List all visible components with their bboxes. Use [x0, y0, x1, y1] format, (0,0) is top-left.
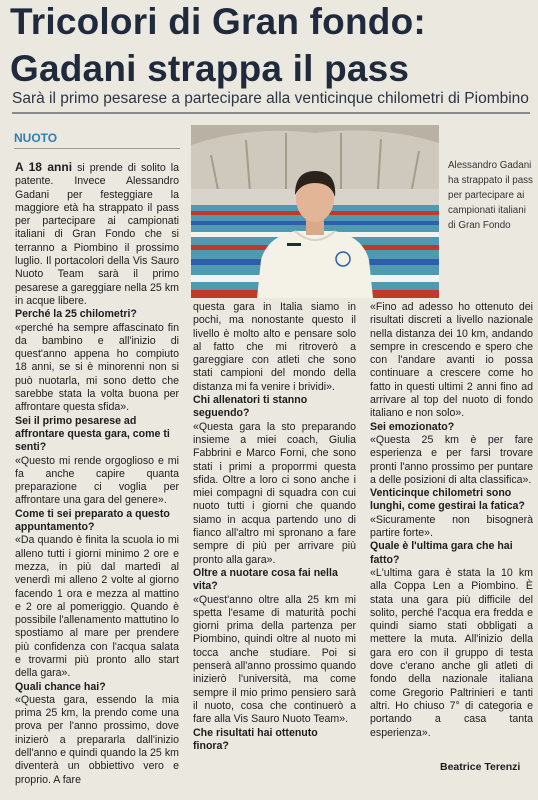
- question: Quale è l'ultima gara che hai fatto?: [370, 540, 513, 566]
- question: Chi allenatori ti stanno seguendo?: [193, 394, 308, 420]
- question: Venticinque chilometri sono lunghi, come gestirai la fatica?: [370, 487, 525, 513]
- question: Perché la 25 chilometri?: [15, 308, 137, 321]
- question: Sei il primo pesarese ad affrontare questa gara, come ti senti?: [15, 414, 170, 454]
- pool-scene-image: [191, 125, 439, 298]
- answer: «Sicuramente non bisognerà partire forte».: [370, 513, 533, 540]
- lead-paragraph: [15, 161, 179, 308]
- lead-words: A 18 anni: [15, 160, 73, 174]
- answer: questa gara in Italia siamo in pochi, ma nonostante questo il livello è molto alto e pensare solo al fatto che mi ritroverò a gareggiare con atleti che sono stati campioni del mondo della distanza mi fa venire i brividi».: [193, 301, 356, 393]
- question: Oltre a nuotare cosa fai nella vita?: [193, 566, 338, 593]
- answer: «L'ultima gara è stata la 10 km alla Coppa Len a Piombino. È stata una gara più difficile del solito, perché l'acqua era fredda e quindi siamo stati obbligati a mettere la muta. All'inizio della gara ero con il gruppo di testa dove c'erano anche gli atleti di fondo della nazionale italiana come Gregorio Paltrinieri e tanti altri. Ho chiuso 7° di categoria e portando a casa tanta esperienza».: [370, 566, 533, 739]
- question: Sei emozionato?: [370, 420, 455, 433]
- photo-caption: Alessandro Gadani ha strappato il pass per partecipare ai campionati italiani di Gran Fondo: [448, 160, 533, 231]
- answer: «perché ha sempre affascinato fin da bambino e all'inizio di quest'anno appena ho compiuto 18 anni, se si è minorenni non si può nuotarla, mi sono detto che sarebbe stata la volta buona per affrontare questa sfida».: [15, 321, 179, 414]
- section-label: NUOTO: [14, 131, 58, 145]
- question: Quali chance hai?: [15, 680, 106, 693]
- answer: «Fino ad adesso ho ottenuto dei risultati discreti a livello nazionale nella distanza dei 10 km, andando sempre in crescendo e spero che con l'andare avanti io possa continuare a crescere come ho fatto in questi ultimi 2 anni fino ad arrivare al top del nuoto di fondo italiano e non solo».: [370, 301, 533, 420]
- byline: Beatrice Terenzi: [440, 761, 521, 773]
- athlete-photo: [191, 125, 439, 298]
- column-2: [193, 301, 356, 753]
- headline-line-2: Gadani strappa il pass: [10, 48, 410, 89]
- subtitle: Sarà il primo pesarese a partecipare alla venticinque chilometri di Piombino: [12, 90, 529, 107]
- divider: [12, 112, 530, 114]
- answer: «Questo mi rende orgoglioso e mi fa anche capire quanta preparazione ci voglia per affrontare una gara del genere».: [15, 454, 179, 507]
- headline: [10, 2, 530, 89]
- column-1: [15, 161, 179, 787]
- question: Che risultati hai ottenuto finora?: [193, 726, 318, 752]
- answer: «Questa 25 km è per fare esperienza e per farsi trovare pronti l'anno prossimo per puntare a delle posizioni di alta classifica».: [370, 433, 533, 486]
- answer: «Da quando è finita la scuola io mi alleno tutti i giorni minimo 2 ore e mezza, in più dal martedì al venerdì mi alleno 2 volte al giorno facendo 1 ora e mezza al mattino e 2 ore al pomeriggio. Quando è possibile l'allenamento mattutino lo spostiamo al mare per prendere più confidenza con l'acqua salata e trovarmi più pronto allo start della gara».: [15, 534, 179, 680]
- question: Come ti sei preparato a questo appuntamento?: [15, 507, 170, 534]
- answer: «Questa gara la sto preparando insieme a miei coach, Giulia Fabbrini e Marco Forni, che sono stati i primi a proporrmi questa sfida. Oltre a loro ci sono anche i miei compagni di squadra con cui nuoto tutti i giorni che quando siamo in acqua partendo uno di fianco all'altro mi spronano a fare sempre di più per arrivare più pronto alla gara».: [193, 420, 356, 566]
- column-3: [370, 301, 533, 740]
- answer: «Quest'anno oltre alla 25 km mi spetta l'esame di maturità pochi giorni prima della partenza per Piombino, quindi oltre al nuoto mi tocca anche studiare. Poi si penserà all'anno prossimo quando inizierò l'università, ma come sempre il mio primo pensiero sarà il nuoto, cosa che continuerò a fare alla Vis Sauro Nuoto Team».: [193, 593, 356, 726]
- answer: «Questa gara, essendo la mia prima 25 km, la prendo come una prova per l'anno prossimo, dove inizierò a prepararla dall'inizio dell'anno e quindi quando la 25 km diventerà un obbiettivo vero e proprio. A fare: [15, 693, 179, 786]
- section-divider: [14, 148, 180, 149]
- lead-text: si prende di solito la patente. Invece Alessandro Gadani per festeggiare la maggiore età ha strappato il pass per partecipare ai campionati italiani di Gran Fondo che si terranno a Piombino il prossimo luglio. Il portacolori della Vis Sauro Nuoto Team sarà il primo pesarese a gareggiare nella 25 km in acque libere.: [15, 162, 179, 307]
- headline-line-1: Tricolori di Gran fondo:: [10, 1, 426, 42]
